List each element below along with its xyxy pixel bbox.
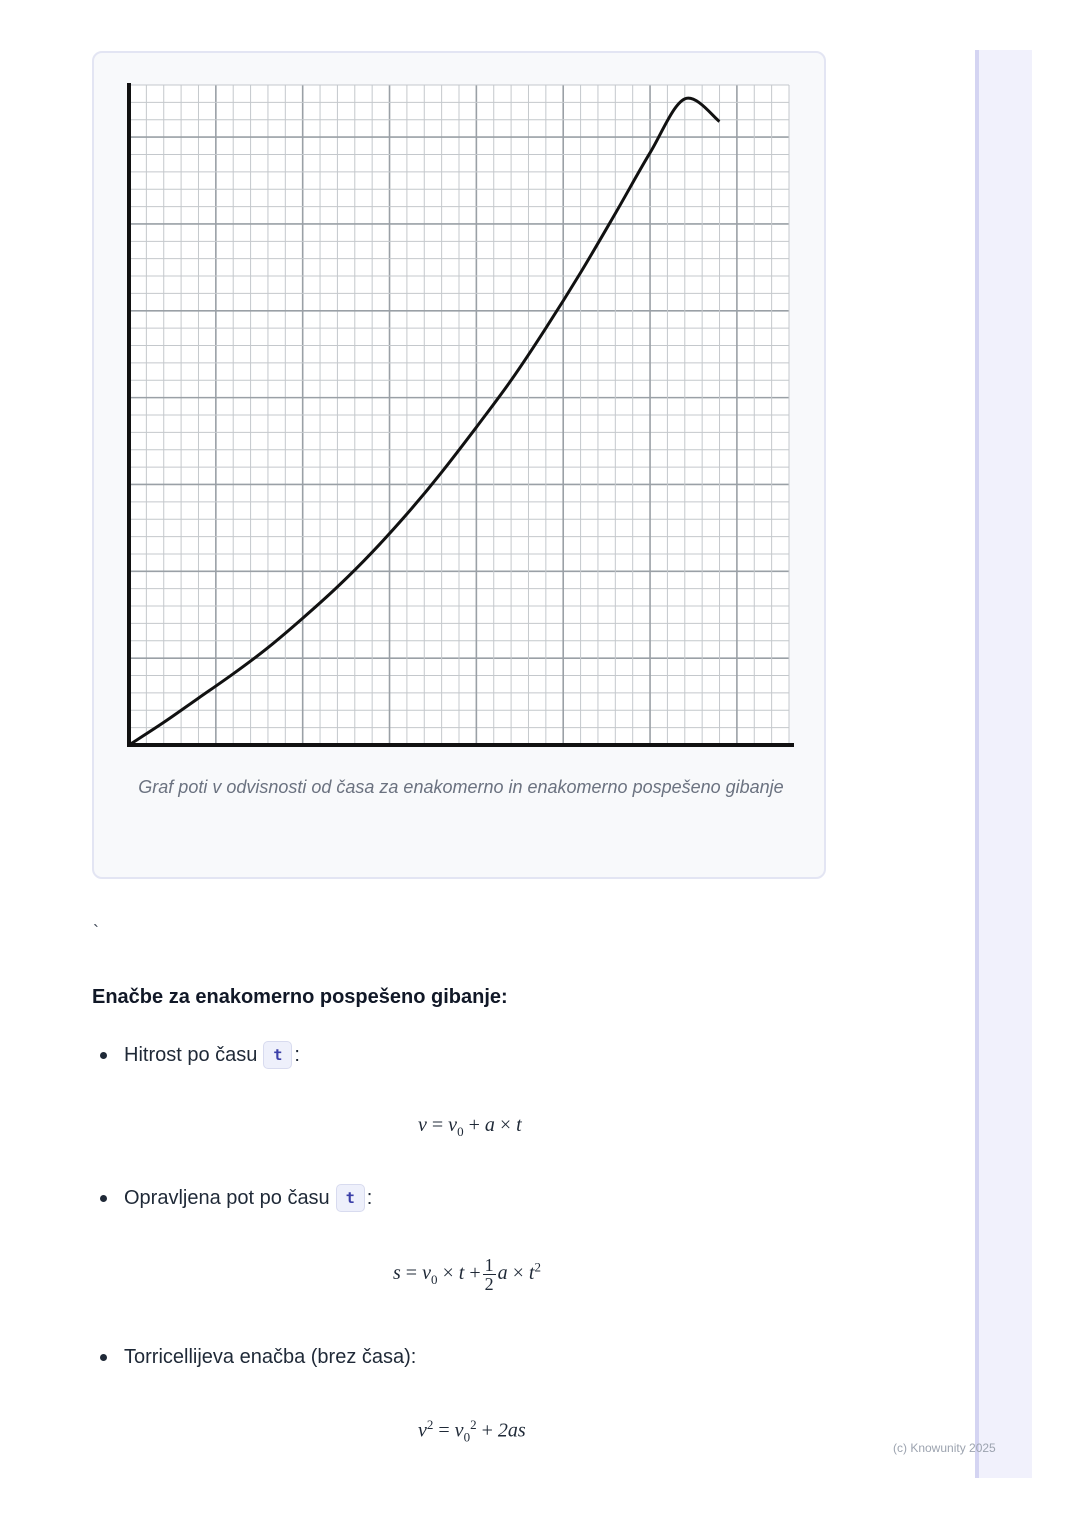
- formula-torricelli: $v^2 = v_0^2 + 2as$: [418, 1417, 526, 1445]
- formula-velocity: $v = v_0 + a \times t$: [418, 1114, 522, 1139]
- copyright-notice: (c) Knowunity 2025: [893, 1441, 996, 1455]
- inline-code: t: [336, 1184, 365, 1212]
- right-sidebar-panel: [975, 50, 1032, 1478]
- list-item-suffix: :: [366, 1186, 373, 1209]
- fraction-one-half: $\frac{1}{2}$: [484, 1255, 494, 1294]
- list-item-label: Torricellijeva enačba (brez časa):: [124, 1346, 417, 1368]
- distance-time-graph: [124, 83, 804, 763]
- list-item-distance: [100, 1184, 372, 1212]
- figure-card: [92, 51, 826, 879]
- stray-mark: `: [93, 922, 99, 942]
- bullet-dot: [100, 1354, 107, 1361]
- list-item-torricelli: [100, 1346, 416, 1369]
- bullet-dot: [100, 1052, 107, 1059]
- bullet-dot: [100, 1195, 107, 1202]
- graph-grid: [129, 85, 789, 745]
- list-item-label: Opravljena pot po času: [124, 1186, 330, 1209]
- formula-distance: $s = v_0 \times t$ + $\frac{1}{2}$ $a \times t^2$: [393, 1255, 541, 1294]
- list-item-velocity: [100, 1041, 300, 1069]
- list-item-suffix: :: [294, 1043, 300, 1066]
- list-item-label: Hitrost po času: [124, 1043, 258, 1066]
- figure-caption: Graf poti v odvisnosti od časa za enakomerno in enakomerno pospešeno gibanje: [138, 777, 784, 797]
- section-heading: Enačbe za enakomerno pospešeno gibanje:: [92, 986, 508, 1008]
- inline-code: t: [263, 1041, 292, 1069]
